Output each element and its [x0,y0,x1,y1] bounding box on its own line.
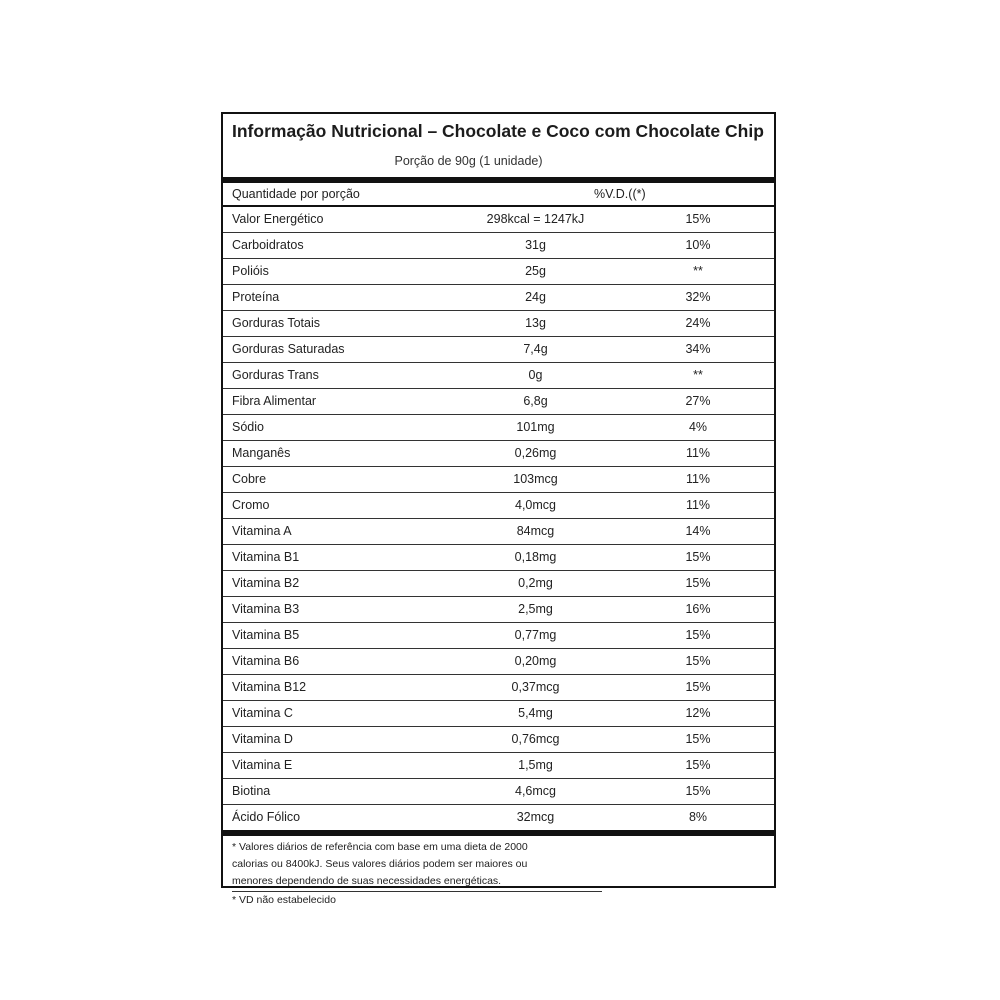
nutrient-amount: 4,6mcg [515,784,556,798]
nutrient-name: Vitamina B2 [232,576,300,590]
table-row [223,753,774,779]
nutrient-name: Vitamina B12 [232,680,307,694]
nutrient-daily-value: 15% [685,784,711,798]
vd-header: %V.D.((*) [594,187,646,201]
nutrient-name: Ácido Fólico [232,810,301,824]
nutrient-amount: 31g [525,238,546,252]
nutrient-daily-value: 34% [685,342,711,356]
nutrient-daily-value: 16% [685,602,711,616]
table-row [223,233,774,259]
table-row [223,441,774,467]
table-row [223,675,774,701]
table-row [223,389,774,415]
nutrient-name: Valor Energético [232,212,324,226]
table-row [223,337,774,363]
table-row [223,493,774,519]
quantity-header: Quantidade por porção [232,187,360,201]
nutrient-daily-value: 15% [685,628,711,642]
nutrient-name: Polióis [232,264,269,278]
nutrient-amount: 0,20mg [514,654,557,668]
nutrient-daily-value: 15% [685,732,711,746]
nutrient-amount: 25g [525,264,546,278]
nutrient-name: Vitamina B5 [232,628,300,642]
serving-size: Porção de 90g (1 unidade) [223,149,774,183]
nutrient-daily-value: 11% [685,446,711,460]
footnote-reference-values [232,839,602,892]
footnote-vd-not-established: * VD não estabelecido [232,894,336,906]
nutrient-name: Gorduras Totais [232,316,321,330]
nutrient-daily-value: 24% [685,316,711,330]
table-row [223,701,774,727]
table-header [223,183,774,207]
nutrient-daily-value: 15% [685,654,711,668]
nutrient-name: Fibra Alimentar [232,394,317,408]
nutrient-amount: 103mcg [513,472,558,486]
table-row [223,597,774,623]
footnotes [223,830,774,909]
nutrient-daily-value: 32% [685,290,711,304]
nutrient-daily-value: ** [693,264,703,278]
nutrient-daily-value: 15% [685,680,711,694]
nutrient-amount: 0,18mg [514,550,557,564]
nutrient-daily-value: 4% [688,420,708,434]
nutrient-amount: 0,2mg [518,576,553,590]
table-row [223,285,774,311]
nutrient-daily-value: 15% [685,550,711,564]
nutrient-amount: 4,0mcg [515,498,556,512]
nutrient-amount: 24g [525,290,546,304]
nutrient-amount: 6,8g [523,394,548,408]
nutrient-name: Vitamina B6 [232,654,300,668]
footnote-line: calorias ou 8400kJ. Seus valores diários podem ser maiores ou [232,858,528,870]
table-row [223,363,774,389]
nutrient-amount: 32mcg [516,810,555,824]
nutrient-amount: 0,77mg [514,628,557,642]
nutrient-name: Proteína [232,290,280,304]
nutrient-daily-value: 8% [688,810,708,824]
nutrient-name: Vitamina B3 [232,602,300,616]
nutrient-amount: 298kcal = 1247kJ [486,212,585,226]
nutrient-name: Vitamina A [232,524,292,538]
nutrient-amount: 5,4mg [518,706,553,720]
nutrient-name: Vitamina B1 [232,550,300,564]
nutrition-facts-label [221,112,776,906]
nutrient-name: Vitamina C [232,706,293,720]
nutrient-daily-value: 27% [685,394,711,408]
nutrient-daily-value: ** [693,368,703,382]
nutrient-name: Carboidratos [232,238,304,252]
nutrient-name: Cobre [232,472,267,486]
table-row [223,415,774,441]
table-row [223,805,774,830]
footnote-line: * Valores diários de referência com base em uma dieta de 2000 [232,841,528,853]
nutrient-name: Gorduras Trans [232,368,319,382]
nutrient-daily-value: 15% [685,576,711,590]
nutrient-name: Vitamina E [232,758,293,772]
nutrient-amount: 1,5mg [518,758,553,772]
table-row [223,259,774,285]
table-row [223,311,774,337]
nutrient-amount: 101mg [516,420,555,434]
table-row [223,545,774,571]
table-row [223,519,774,545]
nutrient-daily-value: 10% [685,238,711,252]
nutrient-amount: 2,5mg [518,602,553,616]
nutrient-amount: 0,26mg [514,446,557,460]
nutrient-name: Cromo [232,498,270,512]
nutrient-table [223,207,774,830]
nutrient-name: Biotina [232,784,271,798]
nutrient-daily-value: 14% [685,524,711,538]
nutrient-amount: 0,37mcg [511,680,560,694]
table-row [223,571,774,597]
label-title: Informação Nutricional – Chocolate e Coco com Chocolate Chip [232,121,764,141]
nutrient-name: Vitamina D [232,732,293,746]
nutrient-name: Manganês [232,446,291,460]
footnote-line: menores dependendo de suas necessidades energéticas. [232,875,502,887]
nutrient-amount: 0,76mcg [511,732,560,746]
table-row [223,779,774,805]
nutrient-daily-value: 11% [685,498,711,512]
nutrient-daily-value: 11% [685,472,711,486]
nutrient-name: Gorduras Saturadas [232,342,345,356]
nutrient-amount: 7,4g [523,342,548,356]
table-row [223,649,774,675]
nutrient-amount: 0g [528,368,543,382]
table-row [223,727,774,753]
nutrient-amount: 13g [525,316,546,330]
nutrient-daily-value: 15% [685,212,711,226]
nutrient-amount: 84mcg [516,524,555,538]
nutrient-daily-value: 15% [685,758,711,772]
table-row [223,207,774,233]
nutrient-daily-value: 12% [685,706,711,720]
table-row [223,623,774,649]
table-row [223,467,774,493]
nutrient-name: Sódio [232,420,264,434]
